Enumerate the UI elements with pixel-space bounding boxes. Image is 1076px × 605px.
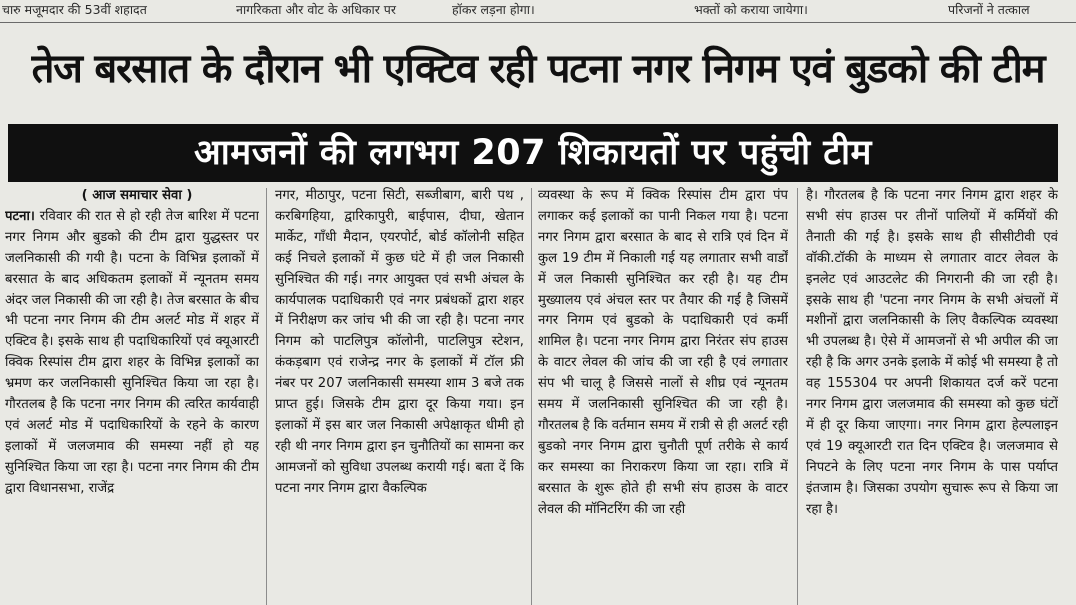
strip-snippet-2: नागरिकता और वोट के अधिकार पर (236, 2, 397, 17)
previous-articles-strip (0, 0, 1076, 22)
column-1-body: रविवार की रात से हो रही तेज बारिश में पटना नगर निगम और बुडको की टीम द्वारा युद्धस्तर पर जलनिकासी की गयी है। पटना के विभिन्न इलाकों में बरसात के बाद अधिकतम इलाकों में न्यूनतम समय अंदर जल निकासी की जा रही है। तेज बरसात के बीच भी पटना नगर निगम की टीम अलर्ट मोड में शहर में एक्टिव है। इसके साथ ही पदाधिकारियों एवं क्यूआरटी क्विक रिस्पांस टीम द्वारा शहर के विभिन्न इलाकों का भ्रमण कर जलनिकासी सुनिश्चित किया जा रहा है। गौरतलब है कि पटना नगर निगम की त्वरित कार्यवाही एवं अलर्ट मोड में पदाधिकारियों के रहने के कारण इलाकों में जलजमाव की समस्या नहीं हो यह सुनिश्चित किया जा रहा है। पटना नगर निगम की टीम द्वारा विधानसभा, राजेंद्र (5, 208, 259, 496)
column-divider-1 (266, 188, 267, 605)
article-column-3 (538, 186, 788, 605)
article-column-2 (275, 186, 524, 605)
news-agency-credit: ( आज समाचार सेवा ) (81, 188, 193, 203)
column-1-text (5, 207, 259, 500)
article-headline: तेज बरसात के दौरान भी एक्टिव रही पटना नगर निगम एवं बुडको की टीम (31, 46, 1045, 92)
column-4-text: है। गौरतलब है कि पटना नगर निगम द्वारा शहर के सभी संप हाउस पर तीनों पालियों में कर्मियों की तैनाती की गई है। इसके साथ ही सीसीटीवी एवं वॉकी.टॉकी के माध्यम से लगातार वाटर लेवल के इनलेट एवं आउटलेट की निगरानी की जा रही है। इसके साथ ही 'पटना नगर निगम के सभी अंचलों में मशीनों द्वारा जलनिकासी के लिए वैकल्पिक व्यवस्था भी उपलब्ध है। ऐसे में आमजनों से भी अपील की जा रही है कि अगर उनके इलाके में कोई भी समस्या है तो वह 155304 पर अपनी शिकायत दर्ज करें पटना नगर निगम द्वारा जलजमाव की समस्या को कुछ घंटों में ही दूर किया जाएगा। नगर निगम द्वारा हेल्पलाइन एवं 19 क्यूआरटी रात दिन एक्टिव है। जलजमाव से निपटने के लिए पटना नगर निगम के पास पर्याप्त इंतजाम है। जिसका उपयोग सुचारू रूप से किया जा रहा है। (806, 188, 1058, 517)
dateline: पटना। (5, 208, 35, 224)
article-column-4 (806, 186, 1058, 605)
column-3-text: व्यवस्था के रूप में क्विक रिस्पांस टीम द्वारा पंप लगाकर कई इलाकों का पानी निकल गया है। पटना नगर निगम द्वारा बरसात के बाद से रात्रि एवं दिन में कुल 19 टीम में निकाली गई यह लगातार सभी वार्डों में जल निकासी सुनिश्चित कर रही है। यह टीम मुख्यालय एवं अंचल स्तर पर तैयार की गई है जिसमें नगर निगम एवं बुडको के पदाधिकारी एवं कर्मी शामिल है। पटना नगर निगम द्वारा निरंतर संप हाउस के वाटर लेवल की जांच की जा रही है एवं लगातार संप भी चालू है जिससे नालों से शीघ्र एवं न्यूनतम समय में जलनिकासी सुनिश्चित की जा रही है। गौरतलब है कि वर्तमान समय में रात्री से ही अलर्ट रही बुडको नगर निगम द्वारा चुनौती पूर्ण तरीके से कार्य कर समस्या का निराकरण किया जा रहा। रात्रि में बरसात के शुरू होते ही सभी संप हाउस के वाटर लेवल की मॉनिटरिंग की जा रही (538, 188, 788, 517)
strip-snippet-1: चारु मजूमदार की 53वीं शहादत (2, 2, 147, 17)
strip-snippet-3: हॉकर लड़ना होगा। (452, 2, 535, 17)
article-column-1 (5, 186, 259, 605)
column-divider-2 (531, 188, 532, 605)
top-divider (0, 22, 1076, 23)
strip-snippet-4: भक्तों को कराया जायेगा। (694, 2, 808, 17)
column-divider-3 (797, 188, 798, 605)
strip-snippet-5: परिजनों ने तत्काल (948, 2, 1030, 17)
column-2-text: नगर, मीठापुर, पटना सिटी, सब्जीबाग, बारी पथ , करबिगहिया, द्वारिकापुरी, बाईपास, दीघा, खेतान मार्केट, गाँधी मैदान, एयरपोर्ट, बोर्ड कॉलोनी सहित कई निचले इलाकों में कुछ घंटे में ही जल निकासी सुनिश्चित की गई। नगर आयुक्त एवं सभी अंचल के कार्यपालक पदाधिकारी एवं नगर प्रबंधकों द्वारा शहर में निरीक्षण कर जांच भी की जा रही है। पटना नगर निगम को पाटलिपुत्र कॉलोनी, पाटलिपुत्र स्टेशन, कंकड़बाग एवं राजेन्द्र नगर के इलाकों में टॉल फ्री नंबर पर 207 जलनिकासी समस्या शाम 3 बजे तक प्राप्त हुई। जिसके टीम द्वारा दूर किया गया। इन इलाकों में इस बार जल निकासी अपेक्षाकृत धीमी हो रही थी नगर निगम द्वारा इन चुनौतियों का सामना कर आमजनों को सुविधा उपलब्ध करायी गई। बता दें कि पटना नगर निगम द्वारा वैकल्पिक (275, 188, 524, 496)
article-subheadline: आमजनों की लगभग 207 शिकायतों पर पहुंची टीम (8, 124, 1058, 182)
